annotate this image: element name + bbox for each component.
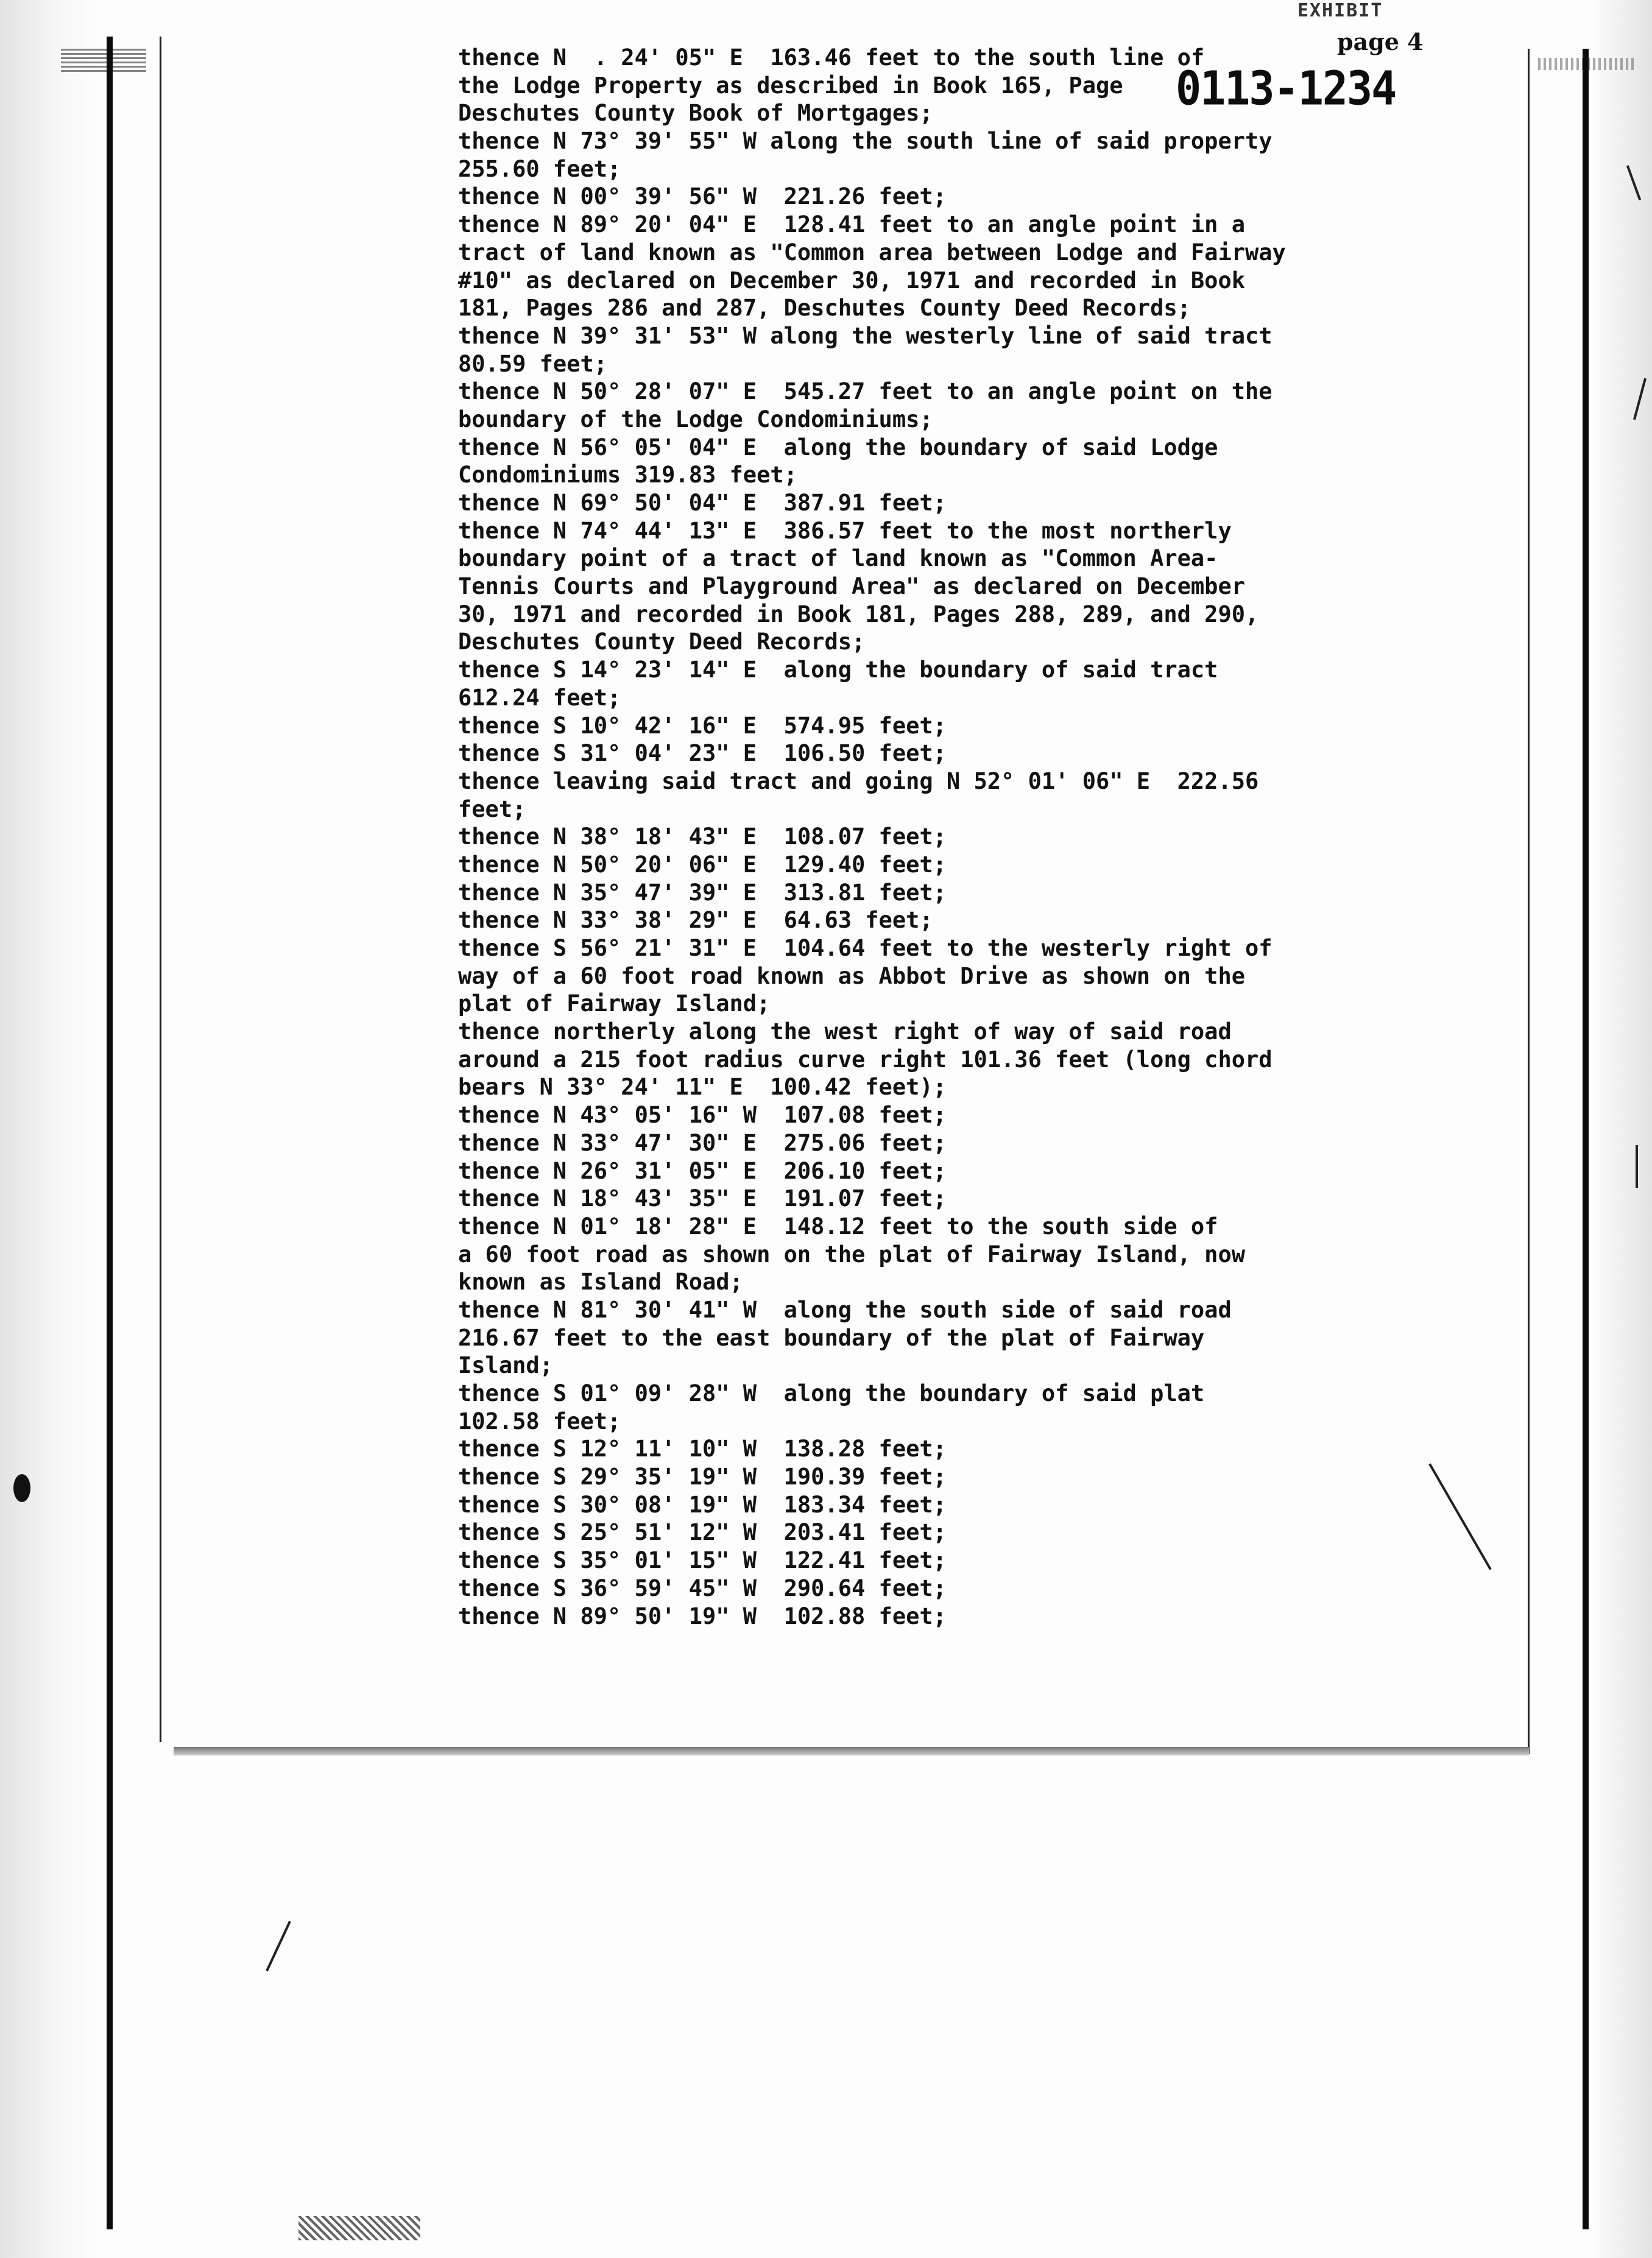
legal-description-line: thence S 35° 01' 15" W 122.41 feet; [458,1547,947,1574]
legal-description-line: thence N 50° 20' 06" E 129.40 feet; [458,851,947,878]
legal-description-line: bears N 33° 24' 11" E 100.42 feet); [458,1074,947,1101]
legal-description-line: around a 215 foot radius curve right 101.36 feet (long chord [458,1046,1273,1073]
right-margin-mark [1636,1145,1638,1188]
legal-description-line: thence N 38° 18' 43" E 108.07 feet; [458,824,947,850]
legal-description-line: thence N . 24' 05" E 163.46 feet to the south line of [458,44,1205,71]
exhibit-header-cut: EXHIBIT [1297,0,1383,21]
legal-description-line: feet; [458,796,526,822]
legal-description-line: thence N 35° 47' 39" E 313.81 feet; [458,879,947,906]
legal-description-line: thence N 33° 47' 30" E 275.06 feet; [458,1129,947,1156]
legal-description-line: thence N 18° 43' 35" E 191.07 feet; [458,1185,947,1212]
legal-description-line: 30, 1971 and recorded in Book 181, Pages 288, 289, and 290, [458,601,1259,627]
right-binding-line [1583,49,1589,2229]
legal-description-line: tract of land known as "Common area between Lodge and Fairway [458,239,1286,266]
legal-description-line: 102.58 feet; [458,1408,621,1434]
legal-description-line: thence N 56° 05' 04" E along the boundary of said Lodge [458,434,1218,460]
legal-description-line: thence N 39° 31' 53" W along the westerly line of said tract [458,322,1273,349]
legal-description-line: thence S 29° 35' 19" W 190.39 feet; [458,1464,947,1491]
legal-description-line: 216.67 feet to the east boundary of the plat of Fairway [458,1324,1205,1351]
stray-pen-mark [266,1921,291,1971]
legal-description-line: thence N 43° 05' 16" W 107.08 feet; [458,1102,947,1129]
legal-description-line: thence N 81° 30' 41" W along the south side of said road [458,1296,1232,1323]
legal-description-line: thence S 36° 59' 45" W 290.64 feet; [458,1575,947,1601]
left-paper-edge [160,37,161,1742]
legal-description-line: 181, Pages 286 and 287, Deschutes County Deed Records; [458,295,1191,322]
legal-description-line: thence N 89° 50' 19" W 102.88 feet; [458,1603,947,1629]
legal-description-line: thence leaving said tract and going N 52° 01' 06" E 222.56 [458,767,1259,794]
top-left-smudge [61,48,146,72]
legal-description-line: #10" as declared on December 30, 1971 and recorded in Book [458,267,1246,294]
legal-description-line: the Lodge Property as described in Book 165, Page [458,72,1123,99]
legal-description-line: thence S 31° 04' 23" E 106.50 feet; [458,740,947,767]
legal-description-line: thence N 01° 18' 28" E 148.12 feet to the south side of [458,1213,1218,1240]
legal-description-line: Condominiums 319.83 feet; [458,462,797,489]
legal-description-line: thence northerly along the west right of way of said road [458,1018,1232,1045]
left-binding-line [107,37,113,2229]
legal-description-line: thence N 50° 28' 07" E 545.27 feet to an angle point on the [458,378,1273,405]
legal-description-line: thence S 12° 11' 10" W 138.28 feet; [458,1436,947,1462]
left-margin-scan-shadow [0,0,104,2258]
bottom-smudge [298,2216,420,2240]
legal-description-line: thence S 30° 08' 19" W 183.34 feet; [458,1491,947,1518]
legal-description-line: thence S 01° 09' 28" W along the boundary of said plat [458,1380,1205,1406]
legal-description-line: 612.24 feet; [458,684,621,711]
legal-description-line: boundary of the Lodge Condominiums; [458,406,933,432]
legal-description-line: thence S 14° 23' 14" E along the boundary of said tract [458,657,1218,683]
legal-description-line: Deschutes County Book of Mortgages; [458,100,933,127]
legal-description-body [458,44,1335,1630]
ink-blot [13,1474,30,1502]
paper-bottom-edge [174,1747,1529,1755]
legal-description-line: plat of Fairway Island; [458,990,771,1017]
page-number: page 4 [1337,28,1424,55]
legal-description-line: thence N 00° 39' 56" W 221.26 feet; [458,183,947,210]
legal-description-line: 80.59 feet; [458,350,608,377]
legal-description-line: thence N 33° 38' 29" E 64.63 feet; [458,907,933,934]
legal-description-line: way of a 60 foot road known as Abbot Drive as shown on the [458,962,1246,989]
recording-number-stamp: 0113-1234 [1176,61,1396,116]
legal-description-line: thence S 25° 51' 12" W 203.41 feet; [458,1519,947,1546]
legal-description-line: thence N 73° 39' 55" W along the south line of said property [458,128,1273,155]
legal-description-line: thence N 69° 50' 04" E 387.91 feet; [458,490,947,516]
right-paper-edge [1528,49,1530,1754]
legal-description-line: thence S 10° 42' 16" E 574.95 feet; [458,712,947,739]
right-margin-mark [1428,1463,1491,1570]
legal-description-line: thence N 89° 20' 04" E 128.41 feet to an angle point in a [458,211,1246,238]
legal-description-line: Island; [458,1352,553,1379]
legal-description-line: Deschutes County Deed Records; [458,629,866,655]
right-margin-scan-shadow [1591,0,1652,2258]
legal-description-line: 255.60 feet; [458,155,621,182]
legal-description-line: thence N 74° 44' 13" E 386.57 feet to the most northerly [458,517,1232,544]
legal-description-line: Tennis Courts and Playground Area" as declared on December [458,573,1246,600]
legal-description-line: thence S 56° 21' 31" E 104.64 feet to the westerly right of [458,935,1273,961]
legal-description-line: boundary point of a tract of land known as "Common Area- [458,545,1218,572]
legal-description-line: known as Island Road; [458,1269,743,1296]
legal-description-line: a 60 foot road as shown on the plat of Fairway Island, now [458,1241,1246,1268]
legal-description-line: thence N 26° 31' 05" E 206.10 feet; [458,1157,947,1184]
